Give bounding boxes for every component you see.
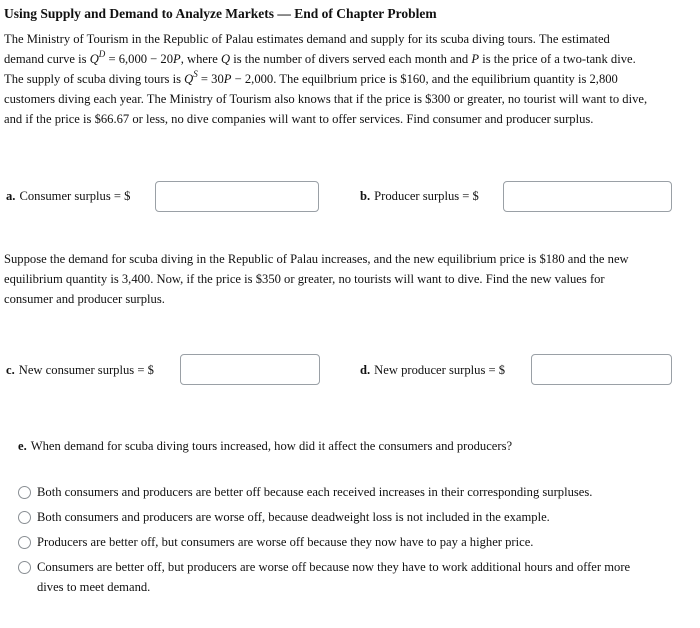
page-title: Using Supply and Demand to Analyze Markets — End of Chapter Problem	[4, 6, 437, 21]
option-text: Producers are better off, but consumers are worse off because they now have to pay a higher price.	[37, 535, 534, 549]
question-a: a. Consumer surplus = $	[6, 189, 131, 203]
option-text: Consumers are better off, but producers are worse off because now they have to work additional hours and offer more	[37, 560, 631, 574]
radio-button[interactable]	[18, 536, 31, 549]
answer-option-1[interactable]	[18, 482, 592, 502]
para2-line: equilibrium quantity is 3,400. Now, if the price is $350 or greater, no tourists will want to dive. Find the new values for	[4, 272, 605, 286]
answer-option-3[interactable]	[18, 532, 533, 552]
problem-part-two	[4, 249, 629, 309]
intro-line: and if the price is $66.67 or less, no dive companies will want to offer services. Find consumer and producer surplus.	[4, 112, 594, 126]
option-text: dives to meet demand.	[37, 580, 151, 594]
answer-option-2[interactable]	[18, 507, 550, 527]
option-text: Both consumers and producers are worse off, because deadweight loss is not included in the example.	[37, 510, 550, 524]
consumer-surplus-input[interactable]	[155, 181, 319, 212]
intro-line: The supply of scuba diving tours is $Q^S = 30P - 2,000$. The equilbrium price is $160, and the equilibrium quantity is 2,800	[4, 69, 618, 86]
producer-surplus-input[interactable]	[503, 181, 672, 212]
question-b: b. Producer surplus = $	[360, 189, 479, 203]
question-e: e. When demand for scuba diving tours increased, how did it affect the consumers and producers?	[18, 439, 513, 453]
new-producer-surplus-input[interactable]	[531, 354, 672, 385]
para2-line: consumer and producer surplus.	[4, 292, 165, 306]
option-text: Both consumers and producers are better off because each received increases in their corresponding surpluses.	[37, 485, 593, 499]
radio-button[interactable]	[18, 561, 31, 574]
answer-option-4[interactable]	[18, 557, 630, 597]
intro-line: The Ministry of Tourism in the Republic of Palau estimates demand and supply for its scuba diving tours. The estimated	[4, 32, 610, 46]
new-consumer-surplus-input[interactable]	[180, 354, 320, 385]
intro-line: demand curve is $Q^D = 6,000 - 20P$, where Q is the number of divers served each month and P is the price of a two-tank dive.	[4, 49, 636, 66]
problem-intro	[4, 29, 647, 129]
radio-button[interactable]	[18, 486, 31, 499]
radio-button[interactable]	[18, 511, 31, 524]
question-c: c. New consumer surplus = $	[6, 363, 154, 377]
para2-line: Suppose the demand for scuba diving in the Republic of Palau increases, and the new equilibrium price is $180 and the new	[4, 252, 629, 266]
intro-line: customers diving each year. The Ministry of Tourism also knows that if the price is $300 or greater, no tourist will want to dive,	[4, 92, 648, 106]
question-d: d. New producer surplus = $	[360, 363, 506, 377]
